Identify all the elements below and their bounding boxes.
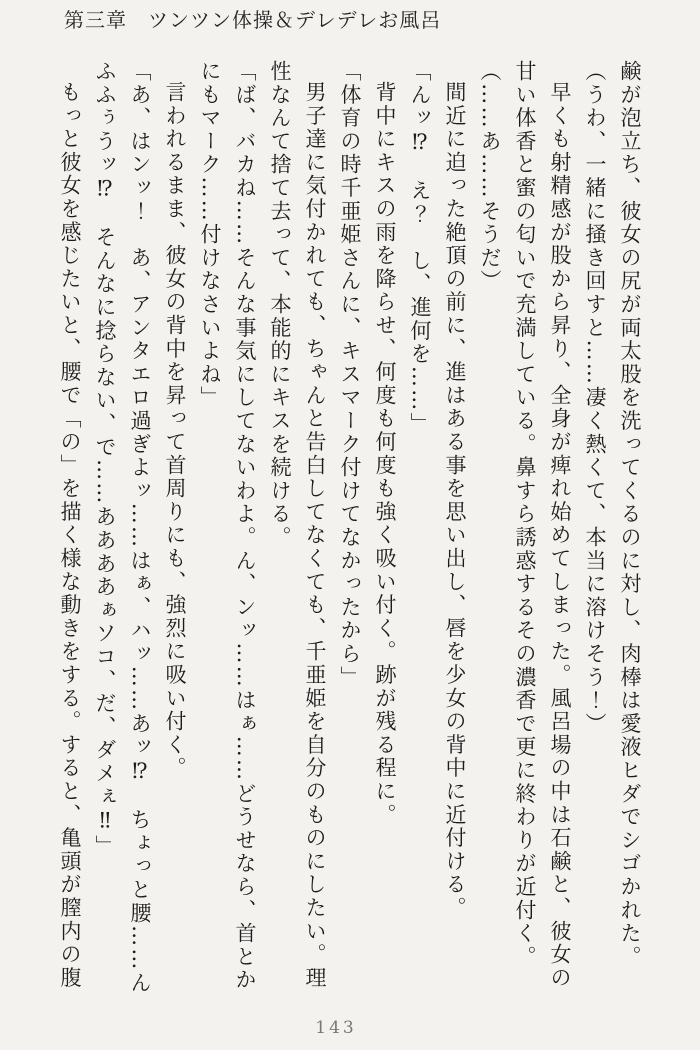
page-number: 143 (315, 1018, 357, 1038)
paragraph: 間近に迫った絶頂の前に、進はある事を思い出し、唇を少女の背中に近付ける。 (443, 81, 467, 920)
paragraph: 男子達に気付かれても、ちゃんと告白してなくても、千亜姫を自分のものにしたい。理性なんて捨て去って、本能的にキスを続ける。 (268, 60, 327, 990)
paragraph: 早くも射精感が股から昇り、全身が痺れ始めてしまった。風呂場の中は石鹸と、彼女の甘い体香と蜜の匂いで充満している。鼻すら誘惑するその濃香で更に終わりが近付く。 (513, 60, 572, 990)
paragraph: （……あ……そうだ） (478, 60, 502, 293)
chapter-header: 第三章 ツンツン体操＆デレデレお風呂 (64, 8, 442, 32)
paragraph: 「んッ⁉ え？ し、進何を……」 (408, 60, 432, 436)
paragraph: 背中にキスの雨を降らせ、何度も何度も強く吸い付く。跡が残る程に。 (373, 81, 397, 827)
paragraph: 言われるまま、彼女の背中を昇って首周りにも、強烈に吸い付く。 (163, 81, 187, 780)
body-text (51, 60, 647, 1000)
paragraph: （うわ、一緒に掻き回すと……凄く熱くて、本当に溶けそう！） (583, 60, 607, 736)
paragraph: 「あ、はンッ！ あ、アンタエロ過ぎよッ……はぁ、ハッ……あッ⁉ ちょっと腰……んふふぅうッ⁉ そんなに捻らない、で……ああああぁソコ、だ、ダメぇ‼」 (93, 60, 152, 995)
paragraph: 「ば、バカね……そんな事気にしてないわよ。ん、ンッ……はぁ……どうせなら、首とかにもマーク……付けなさいよね」 (198, 60, 257, 992)
paragraph: もっと彼女を感じたいと、腰で「の」を描く様な動きをする。すると、亀頭が膣内の腹 (58, 81, 82, 990)
paragraph: 鹸が泡立ち、彼女の尻が両太股を洗ってくるのに対し、肉棒は愛液ヒダでシゴかれた。 (618, 60, 642, 969)
paragraph: 「体育の時千亜姫さんに、キスマーク付けてなかったから」 (338, 60, 362, 690)
